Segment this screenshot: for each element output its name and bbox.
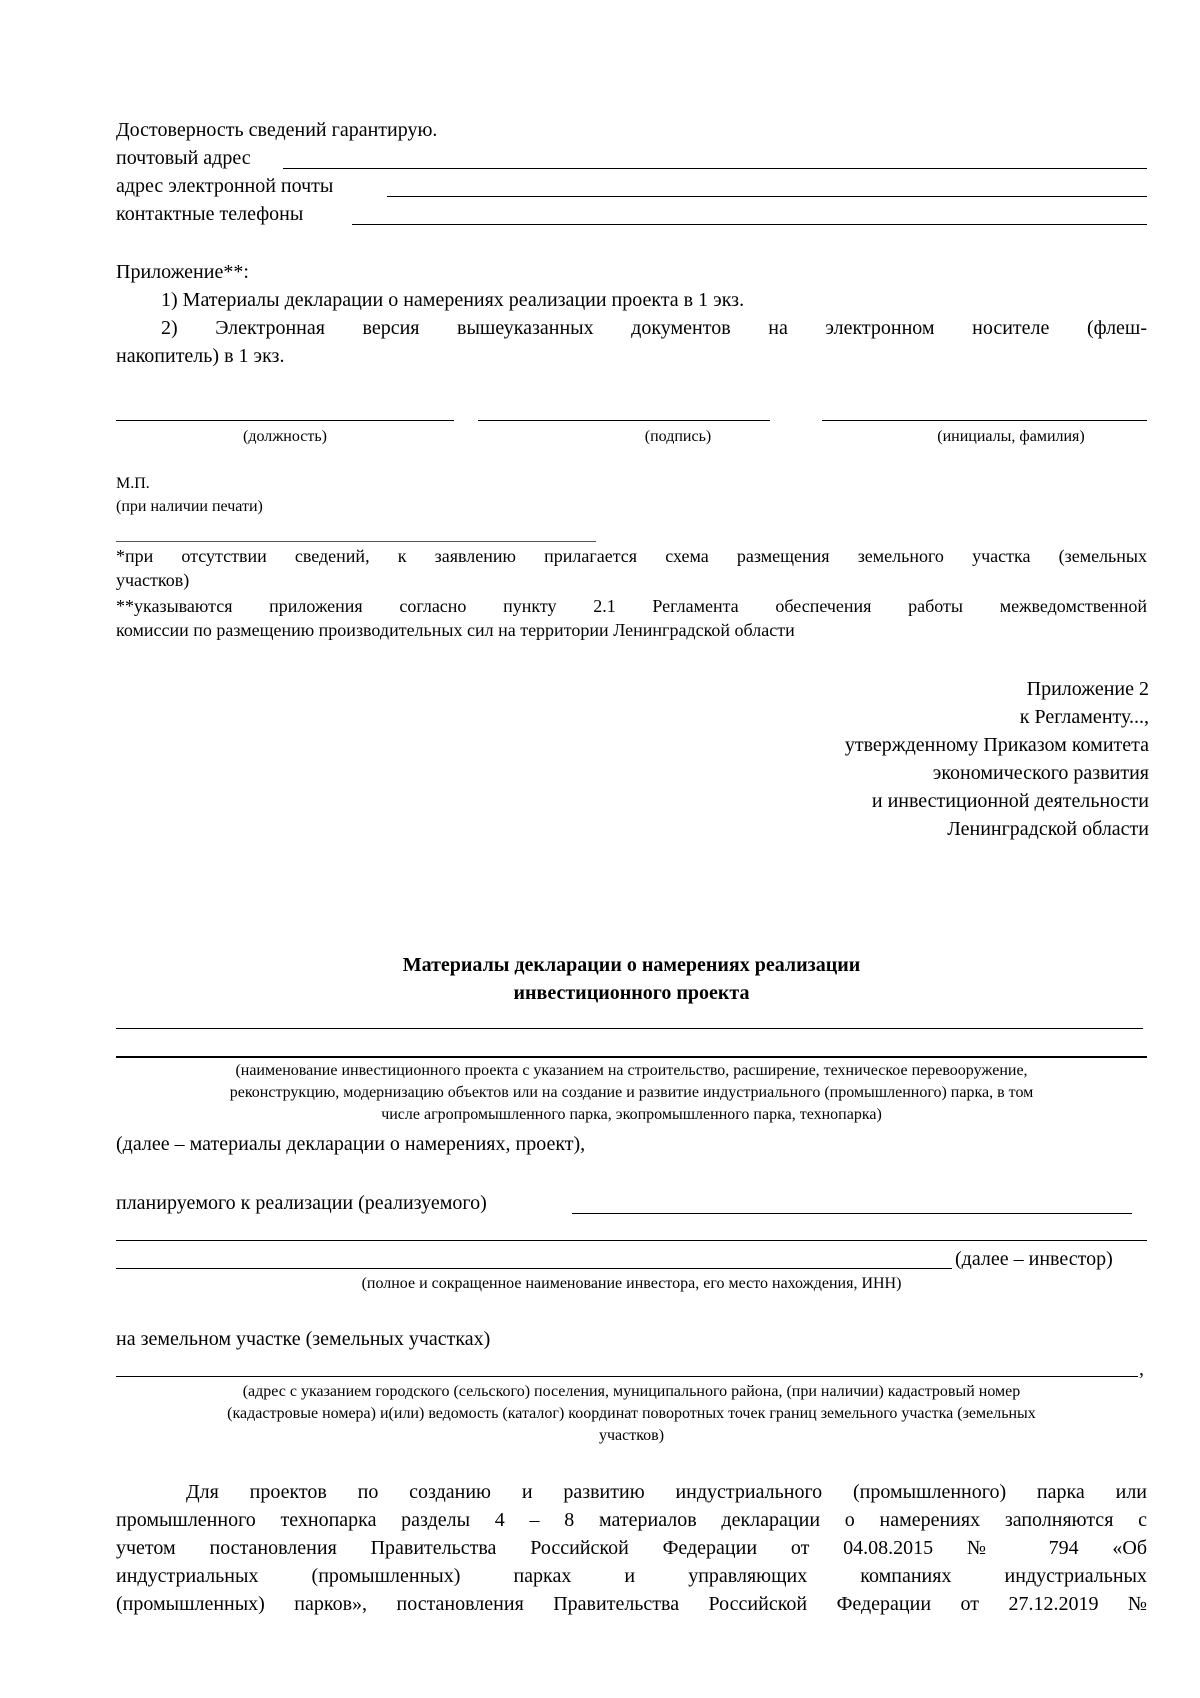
signature-caption: (подпись) (644, 428, 712, 445)
investor-caption: (полное и сокращенное наименование инвестора, его место нахождения, ИНН) (361, 1275, 902, 1292)
footnote-1-line-2: участков) (116, 570, 190, 590)
signature-line[interactable] (478, 420, 770, 421)
project-name-line-1[interactable] (116, 1028, 1143, 1029)
land-label: на земельном участке (земельных участках) (116, 1328, 491, 1350)
planned-line[interactable] (572, 1213, 1132, 1214)
appendix-header-line-4: экономического развития (932, 762, 1149, 784)
attachments-title: Приложение**: (116, 261, 249, 283)
attachment-item-1: 1) Материалы декларации о намерениях реализации проекта в 1 экз. (161, 289, 745, 311)
appendix-header-line-6: Ленинградской области (947, 818, 1149, 840)
stamp-note: (при наличии печати) (116, 498, 263, 515)
appendix-header-line-5: и инвестиционной деятельности (871, 790, 1149, 812)
project-caption-line-1: (наименование инвестиционного проекта с указанием на строительство, расширение, техническое перевооружение, (235, 1062, 1028, 1079)
investor-line-1[interactable] (116, 1240, 1147, 1241)
footnote-separator (116, 541, 596, 542)
name-line[interactable] (822, 420, 1147, 421)
paragraph-line-2: промышленного технопарка разделы 4 – 8 материалов декларации о намерениях заполняются с (116, 1509, 1147, 1531)
phones-line[interactable] (352, 224, 1147, 225)
email-line[interactable] (387, 196, 1147, 197)
paragraph-line-5: (промышленных) парков», постановления Правительства Российской Федерации от 27.12.2019 № (116, 1593, 1147, 1615)
paragraph-line-3: учетом постановления Правительства Российской Федерации от 04.08.2015 № 794 «Об (116, 1537, 1147, 1559)
appendix-header-line-1: Приложение 2 (1026, 678, 1149, 700)
land-comma: , (1139, 1358, 1144, 1380)
document-title-line-2: инвестиционного проекта (513, 982, 750, 1004)
footnote-2-line-1: **указываются приложения согласно пункту 2.1 Регламента обеспечения работы межведомственной (116, 596, 1147, 616)
planned-label: планируемого к реализации (реализуемого) (116, 1192, 487, 1214)
phones-label: контактные телефоны (116, 203, 304, 225)
attachment-item-2-line-1: 2) Электронная версия вышеуказанных документов на электронном носителе (флеш- (161, 317, 1147, 339)
investor-suffix: (далее – инвестор) (955, 1248, 1113, 1270)
appendix-header-line-3: утвержденному Приказом комитета (844, 734, 1149, 756)
position-caption: (должность) (243, 428, 327, 445)
land-line[interactable] (116, 1376, 1138, 1377)
document-title-line-1: Материалы декларации о намерениях реализации (402, 954, 861, 976)
paragraph-line-4: индустриальных (промышленных) парках и управляющих компаниях индустриальных (116, 1565, 1147, 1587)
appendix-header-line-2: к Регламенту..., (1019, 706, 1149, 728)
project-caption-line-3: числе агропромышленного парка, экопромышленного парка, технопарка) (381, 1106, 882, 1123)
investor-line-2[interactable] (116, 1268, 952, 1269)
land-caption-line-3: участков) (598, 1427, 665, 1444)
paragraph-line-1: Для проектов по созданию и развитию индустриального (промышленного) парка или (186, 1481, 1147, 1503)
guarantee-text: Достоверность сведений гарантирую. (116, 119, 438, 141)
project-name-line-2[interactable] (116, 1056, 1147, 1058)
name-caption: (инициалы, фамилия) (937, 428, 1085, 445)
hereinafter-project: (далее – материалы декларации о намерениях, проект), (116, 1133, 586, 1155)
email-label: адрес электронной почты (116, 175, 334, 197)
postal-address-label: почтовый адрес (116, 147, 251, 169)
postal-address-line[interactable] (283, 168, 1147, 169)
stamp-mark: М.П. (116, 475, 150, 492)
project-caption-line-2: реконструкцию, модернизацию объектов или на создание и развитие индустриального (промышленного) парка, в том (229, 1084, 1034, 1101)
attachment-item-2-line-2: накопитель) в 1 экз. (116, 345, 285, 367)
land-caption-line-1: (адрес с указанием городского (сельского) поселения, муниципального района, (при наличии) кадастровый номер (242, 1383, 1021, 1400)
position-line[interactable] (116, 420, 454, 421)
footnote-2-line-2: комиссии по размещению производительных сил на территории Ленинградской области (116, 620, 795, 640)
footnote-1-line-1: *при отсутствии сведений, к заявлению прилагается схема размещения земельного участка (земельных (116, 546, 1147, 566)
land-caption-line-2: (кадастровые номера) и(или) ведомость (каталог) координат поворотных точек границ земельного участка (земельных (227, 1405, 1036, 1422)
